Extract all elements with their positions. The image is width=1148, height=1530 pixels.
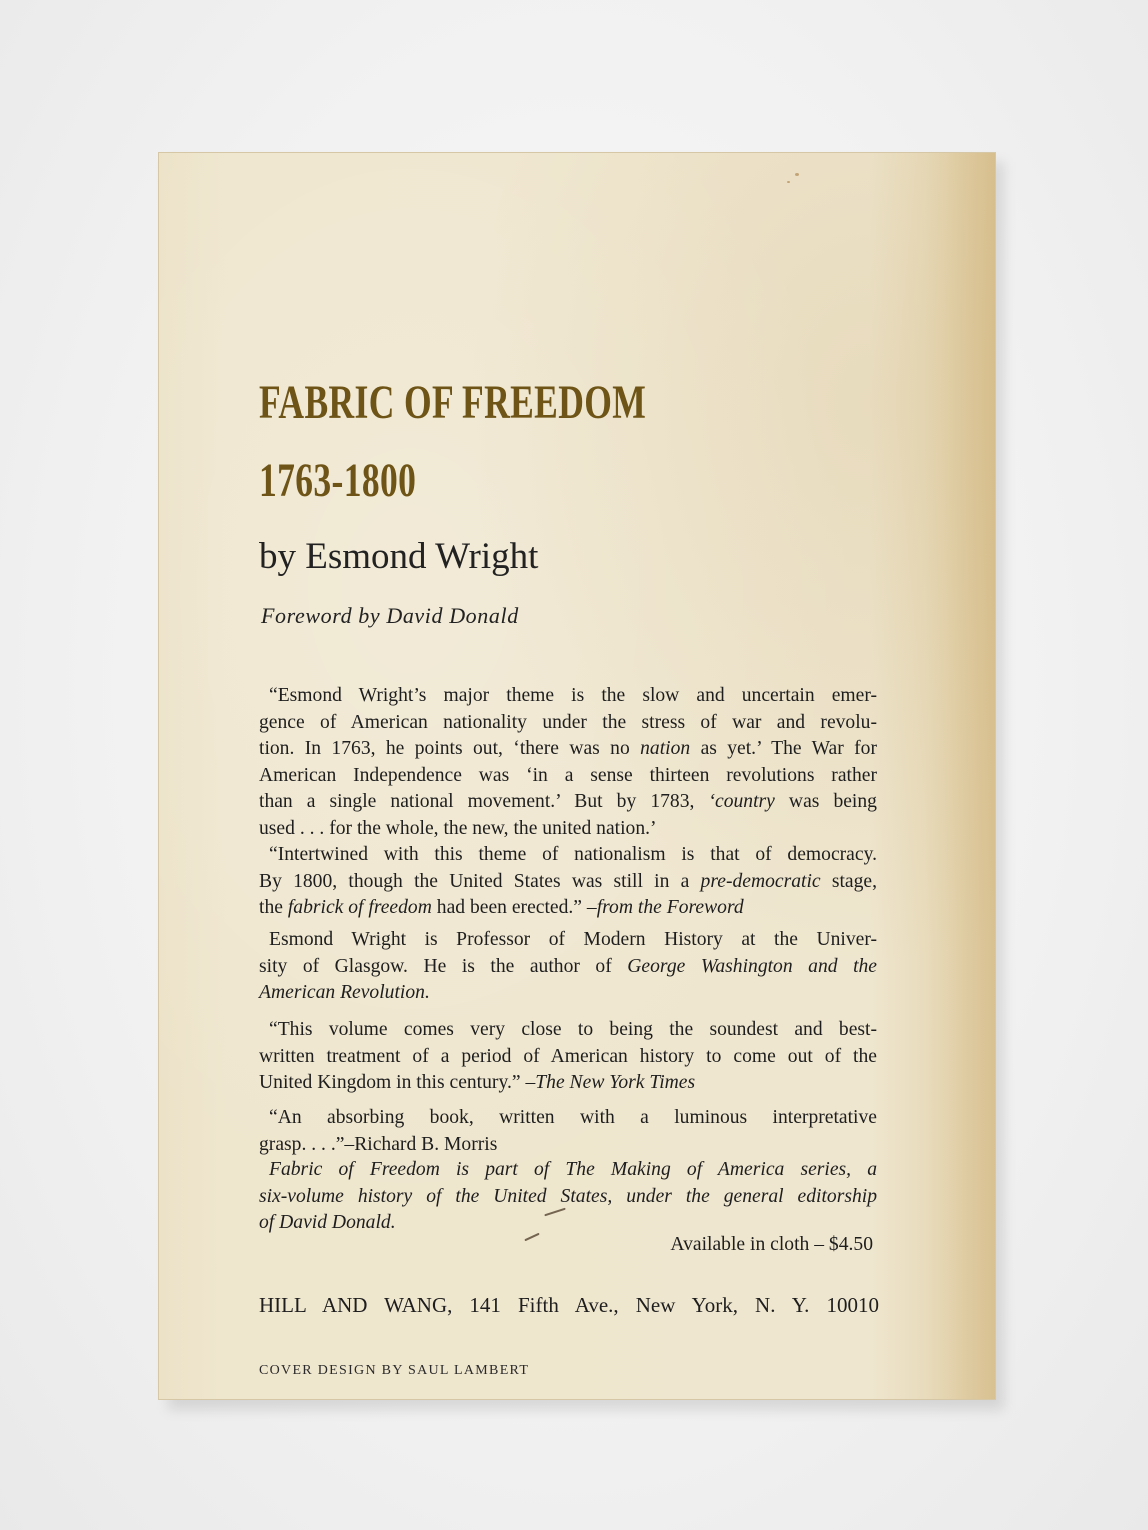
book-title: FABRIC OF FREEDOM [259, 376, 647, 429]
book-back-cover [158, 152, 996, 1400]
italic-text: George Washington and the [627, 955, 878, 977]
spine-edge [925, 153, 995, 1399]
italic-text: of David Donald. [259, 1212, 396, 1234]
italic-text: American Revolution. [259, 982, 430, 1004]
stain-speck [787, 181, 790, 183]
text-line: Esmond Wright is Professor of Modern History at the Univer- [269, 929, 877, 950]
text-line: “Intertwined with this theme of nationalism is that of democracy. [269, 844, 877, 865]
text-line [259, 980, 877, 1007]
text-line: grasp. . . .”–Richard B. Morris [259, 1133, 498, 1155]
text-line: American Independence was ‘in a sense thirteen revolutions rather [259, 764, 877, 786]
price-note: Available in cloth – $4.50 [670, 1234, 873, 1255]
book-years: 1763-1800 [259, 454, 417, 507]
text-line: used . . . for the whole, the new, the united nation.’ [259, 817, 657, 839]
italic-text: pre-democratic [700, 870, 821, 892]
italic-text: –from the Foreword [586, 897, 744, 919]
text-line: tion. In 1763, he points out, ‘there was no nation as yet.’ The War for [259, 738, 877, 760]
author-byline: by Esmond Wright [259, 536, 539, 577]
blurb-paragraph-theme [259, 683, 877, 843]
text-line: “This volume comes very close to being the soundest and best- [269, 1019, 877, 1040]
text-line [259, 1210, 877, 1237]
text-line: sity of Glasgow. He is the author of George Washington and the [259, 955, 878, 977]
cover-design-credit: COVER DESIGN BY SAUL LAMBERT [259, 1363, 530, 1378]
text-line [259, 1157, 877, 1184]
blurb-paragraph-democracy [259, 842, 877, 922]
text-line: By 1800, though the United States was still in a pre-democratic stage, [259, 870, 877, 892]
italic-text: nation [640, 738, 691, 760]
nyt-review-quote [259, 1017, 877, 1097]
text-line [259, 1184, 877, 1211]
text-line: United Kingdom in this century.” –The New York Times [259, 1072, 696, 1094]
foreword-credit: Foreword by David Donald [261, 603, 519, 628]
italic-text: fabrick of freedom [287, 897, 432, 919]
italic-text: –The New York Times [525, 1072, 696, 1094]
text-line: written treatment of a period of American history to come out of the [259, 1045, 877, 1067]
series-note [259, 1157, 877, 1237]
italic-text: Fabric of Freedom is part of The Making of America series, a [269, 1159, 877, 1180]
text-line: than a single national movement.’ But by 1783, ‘country was being [259, 791, 877, 813]
text-line: gence of American nationality under the stress of war and revolu- [259, 711, 877, 733]
stain-speck [795, 173, 799, 176]
morris-review-quote [259, 1105, 877, 1158]
text-line: “An absorbing book, written with a luminous interpretative [269, 1107, 877, 1128]
publisher-address: HILL AND WANG, 141 Fifth Ave., New York, N. Y. 10010 [259, 1293, 879, 1317]
italic-text: six-volume history of the United States, under the general editorship [259, 1185, 877, 1207]
text-line: the fabrick of freedom had been erected.” –from the Foreword [259, 897, 744, 919]
author-bio [259, 927, 877, 1007]
text-line: “Esmond Wright’s major theme is the slow and uncertain emer- [269, 685, 877, 706]
italic-text: ‘country [708, 791, 775, 813]
